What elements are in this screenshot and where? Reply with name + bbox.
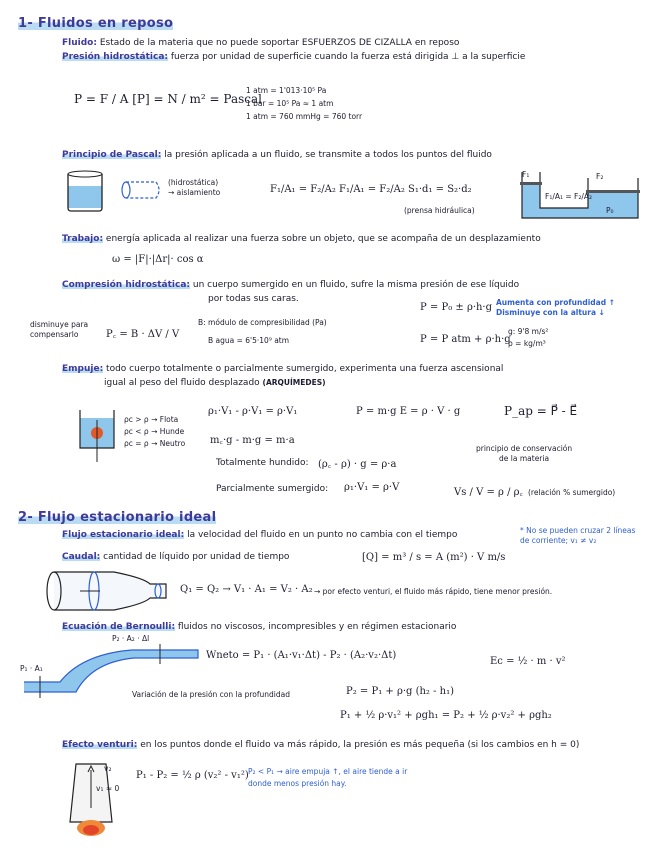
pascal-labels [168, 178, 220, 198]
fluido-definition [62, 38, 459, 48]
presion-term: Presión hidrostática: [62, 52, 168, 62]
pascal-label: (hidrostática) [168, 178, 219, 187]
constants [508, 326, 548, 350]
chimney-illustration [62, 758, 122, 838]
pressure-depth-eq: P₂ = P₁ + ρ·g (h₂ - h₁) [346, 686, 455, 697]
caudal-term: Caudal: [62, 552, 101, 562]
disminuye-line: disminuye para [30, 320, 89, 329]
bulk-modulus-def: B: módulo de compresibilidad (Pa) [198, 318, 327, 327]
empuje-text: todo cuerpo totalmente o parcialmente sumergido, experimenta una fuerza ascensional [106, 364, 504, 374]
note-disminuye: Disminuye con la altura ↓ [496, 308, 605, 317]
press-p0: P₀ [606, 206, 614, 215]
rule-neutro: ρc = ρ → Neutro [124, 439, 186, 448]
buoyancy-eq-1: ρ₁·V₁ - ρ·V₁ = ρ·V₁ [208, 406, 298, 417]
rho-value: ρ = kg/m³ [508, 339, 546, 348]
prensa-label: (prensa hidráulica) [404, 206, 475, 215]
unit-line: 1 bar = 10⁵ Pa ≈ 1 atm [246, 99, 334, 108]
chimney-v1: v₁ ≈ 0 [96, 784, 120, 793]
conservation-note [476, 444, 572, 464]
flujo-note-line: * No se pueden cruzar 2 líneas [520, 526, 636, 535]
apparent-weight-eq: P_ap = P⃗ - E⃗ [504, 404, 578, 418]
section-1-title: 1- Fluidos en reposo [18, 16, 174, 31]
relation-eq: Vs / V = ρ / ρ꜀ [454, 487, 523, 498]
venturi-term: Efecto venturi: [62, 740, 138, 750]
press-f1: F₁ [522, 170, 530, 179]
venturi-note-line: P₂ < P₁ → aire empuja ↑, el aire tiende a ir [248, 767, 408, 776]
presion-text: fuerza por unidad de superficie cuando la fuerza está dirigida ⊥ a la superficie [170, 52, 526, 62]
bulk-water: B agua = 6'5·10⁹ atm [208, 336, 290, 345]
pascal-term: Principio de Pascal: [62, 150, 162, 160]
bernoulli-term: Ecuación de Bernoulli: [62, 622, 176, 632]
disminuye-note [30, 320, 88, 340]
disminuye-line: compensarlo [30, 330, 79, 339]
flujo-note [520, 526, 635, 546]
trabajo-term: Trabajo: [62, 234, 104, 244]
depth-notes [496, 298, 615, 318]
empuje-term: Empuje: [62, 364, 104, 374]
conservation-line: de la materia [499, 454, 550, 463]
buoyancy-eq-2: P = m·g E = ρ · V · g [356, 406, 461, 417]
pipe-illustration [34, 568, 170, 614]
kinetic-energy-eq: Ec = ½ · m · v² [490, 656, 566, 667]
parcial-eq: ρ₁·V₁ = ρ·V [344, 482, 400, 493]
flujo-term: Flujo estacionario ideal: [62, 530, 185, 540]
trabajo-definition [62, 234, 541, 244]
unit-line: 1 atm = 760 mmHg = 760 torr [246, 112, 363, 121]
depth-pressure-eq: P = P₀ ± ρ·h·g [420, 302, 493, 313]
press-f2: F₂ [596, 172, 604, 181]
bernoulli-p2-label: P₂ · A₂ · Δl [112, 634, 150, 643]
fluido-term: Fluido: [62, 38, 97, 48]
flujo-text: la velocidad del fluido en un punto no cambia con el tiempo [187, 530, 458, 540]
trabajo-equation: ω = |F|·|Δr|· cos α [112, 254, 204, 265]
buoyancy-beaker-illustration [76, 406, 120, 466]
pressure-depth-text: Variación de la presión con la profundidad [132, 690, 290, 699]
pascal-definition [62, 150, 492, 160]
pascal-label: → aislamiento [168, 188, 221, 197]
caudal-equation: [Q] = m³ / s = A (m²) · V m/s [362, 552, 506, 563]
flujo-note-line: de corriente; v₁ ≠ v₂ [520, 536, 597, 545]
bernoulli-equation: P₁ + ½ ρ·v₁² + ρgh₁ = P₂ + ½ ρ·v₂² + ρgh₂ [340, 710, 552, 721]
parcial-label: Parcialmente sumergido: [216, 484, 329, 494]
arquimedes-label: (ARQUÍMEDES) [262, 378, 326, 387]
venturi-notes [248, 766, 407, 790]
flujo-definition [62, 530, 457, 540]
press-equation: F₁/A₁ = F₂/A₂ [545, 192, 593, 201]
buoyancy-eq-3: m꜀·g - m·g = m·a [210, 435, 295, 446]
conservation-line: principio de conservación [476, 444, 573, 453]
fluido-text: Estado de la materia que no puede soportar ESFUERZOS DE CIZALLA en reposo [99, 38, 460, 48]
atm-pressure-eq: P = P atm + ρ·h·g [420, 334, 511, 345]
presion-definition [62, 52, 525, 62]
venturi-definition [62, 740, 579, 750]
rule-hunde: ρc < ρ → Hunde [124, 427, 185, 436]
pressure-formula: P = F / A [P] = N / m² = Pascal [74, 92, 262, 106]
flotation-rules [124, 414, 185, 450]
compresion-text-2: por todas sus caras. [208, 294, 299, 304]
venturi-equation: P₁ - P₂ = ½ ρ (v₂² - v₁²) [136, 770, 249, 781]
bernoulli-p1-label: P₁ · A₁ [20, 664, 43, 673]
work-equation: Wneto = P₁ · (A₁·v₁·Δt) - P₂ · (A₂·v₂·Δt) [206, 650, 397, 661]
compresion-term: Compresión hidrostática: [62, 280, 190, 290]
caudal-definition [62, 552, 289, 562]
compresion-definition [62, 280, 519, 290]
bernoulli-definition [62, 622, 456, 632]
continuity-equation: Q₁ = Q₂ → V₁ · A₁ = V₂ · A₂ [180, 584, 313, 595]
compresion-text: un cuerpo sumergido en un fluido, sufre la misma presión de ese líquido [192, 280, 520, 290]
cylinder-illustration [120, 178, 164, 202]
caudal-text: cantidad de líquido por unidad de tiempo [103, 552, 290, 562]
pascal-text: la presión aplicada a un fluido, se transmite a todos los puntos del fluido [164, 150, 492, 160]
bulk-equation: P꜀ = B · ΔV / V [106, 329, 180, 340]
note-aumenta: Aumenta con profundidad ↑ [496, 298, 615, 307]
empuje-definition [62, 364, 503, 374]
venturi-text: en los puntos donde el fluido va más rápido, la presión es más pequeña (si los cambios en h = 0) [140, 740, 580, 750]
pascal-equation: F₁/A₁ = F₂/A₂ F₁/A₁ = F₂/A₂ S₁·d₁ = S₂·d₂ [270, 184, 472, 195]
units-list [246, 84, 362, 123]
venturi-note-line: donde menos presión hay. [248, 779, 347, 788]
g-value: g: 9'8 m/s² [508, 327, 549, 336]
empuje-text-2: igual al peso del fluido desplazado (ARQUÍMEDES) [104, 378, 326, 388]
trabajo-text: energía aplicada al realizar una fuerza sobre un objeto, que se acompaña de un desplazamiento [105, 234, 541, 244]
beaker-illustration [62, 168, 110, 212]
relation-text: (relación % sumergido) [528, 488, 616, 497]
hundido-eq: (ρ꜀ - ρ) · g = ρ·a [318, 459, 397, 470]
venturi-remark: → por efecto venturi, el fluido más rápido, tiene menor presión. [314, 587, 553, 596]
section-2-title: 2- Flujo estacionario ideal [18, 510, 217, 525]
bernoulli-text: fluidos no viscosos, incompresibles y en régimen estacionario [177, 622, 457, 632]
hundido-label: Totalmente hundido: [216, 458, 309, 468]
unit-line: 1 atm = 1'013·10⁵ Pa [246, 86, 327, 95]
rule-flota: ρc > ρ → Flota [124, 415, 179, 424]
chimney-v2: v₂ [104, 764, 112, 773]
